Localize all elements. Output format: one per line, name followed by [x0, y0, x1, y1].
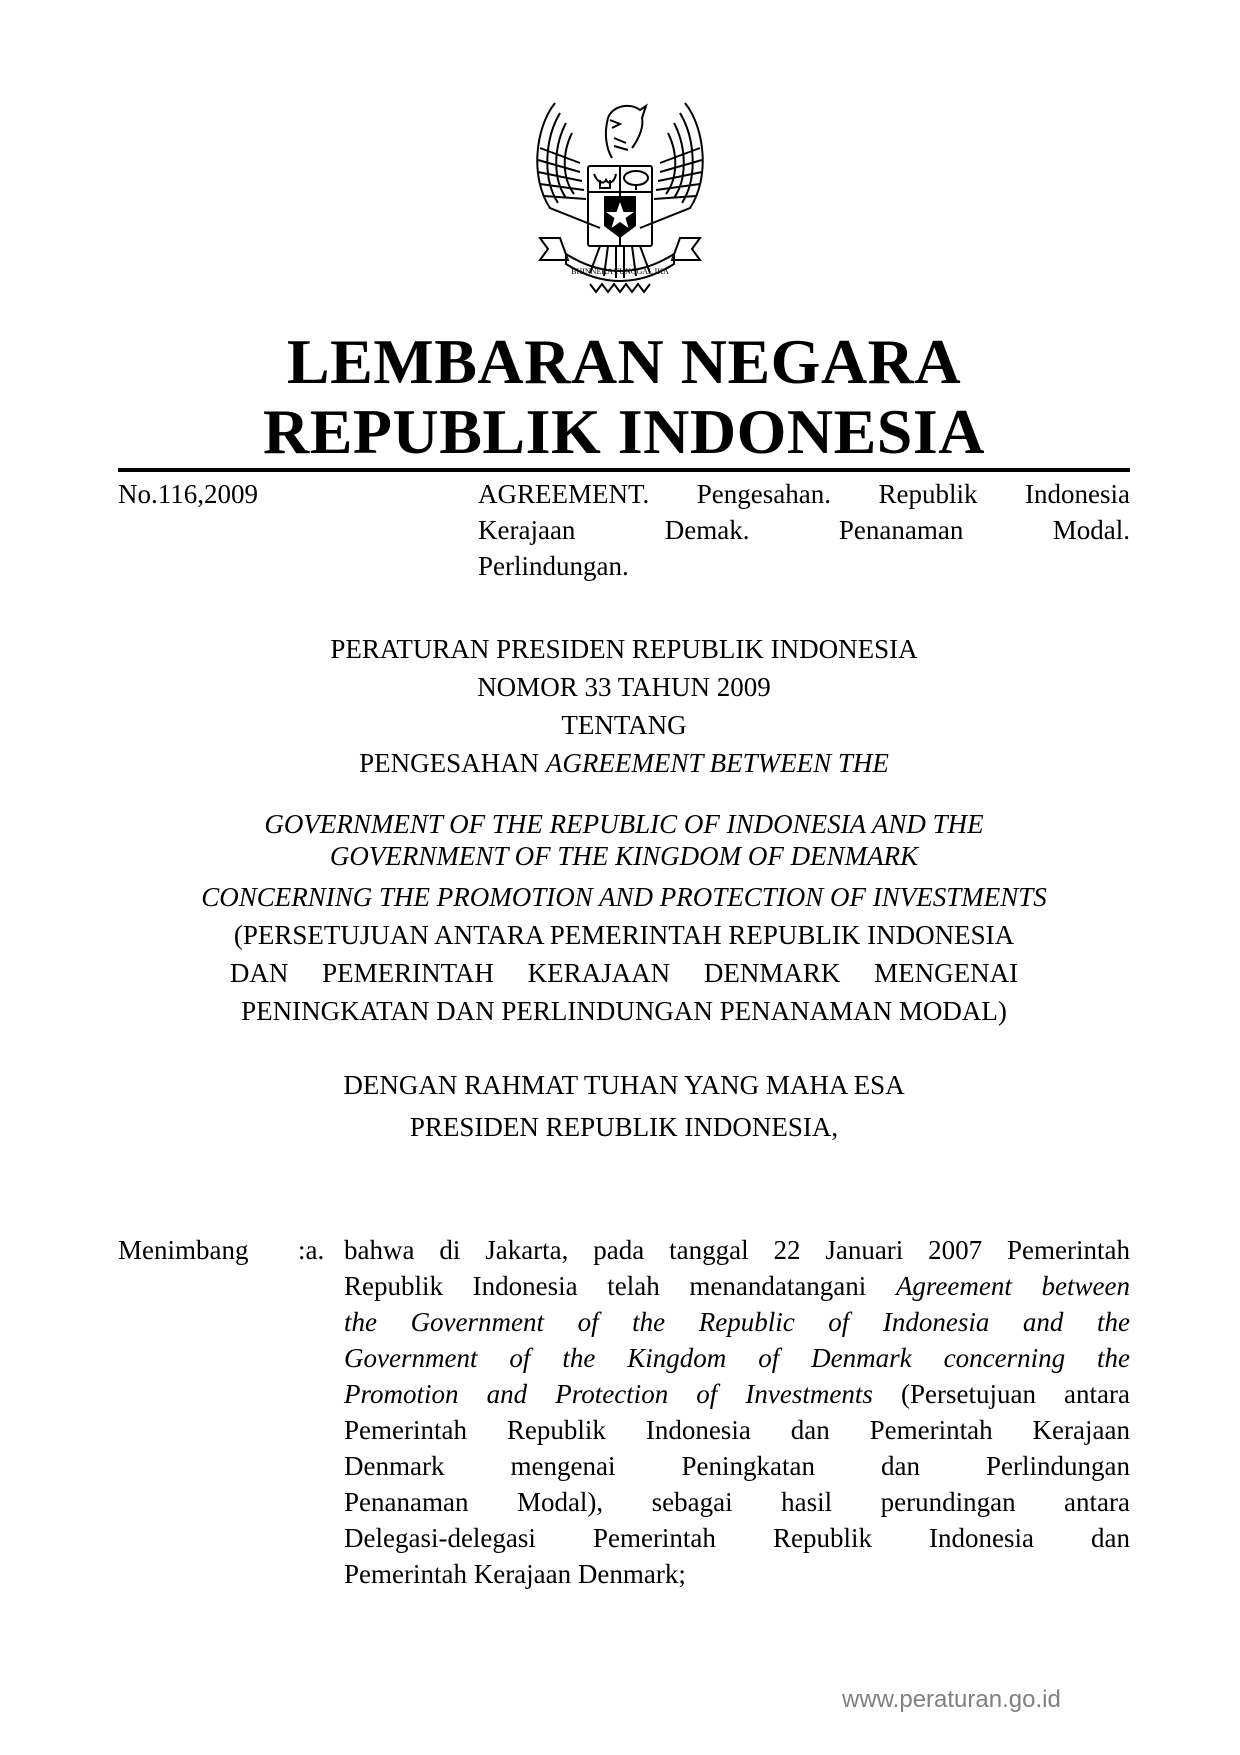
regulation-title-rest [118, 878, 1130, 1030]
regulation-title-line-2: GOVERNMENT OF THE REPUBLIC OF INDONESIA AND THE [264, 809, 984, 839]
invocation: DENGAN RAHMAT TUHAN YANG MAHA ESA [343, 1070, 905, 1100]
paragraph-line: Promotion and Protection of Investments (Persetujuan antara [344, 1379, 1130, 1409]
menimbang-paragraph [344, 1232, 1130, 1592]
gazette-subject-line: AGREEMENT. Pengesahan. Republik Indonesia [478, 479, 1130, 509]
gazette-number: No.116,2009 [118, 479, 258, 509]
regulation-translation-line-3: PENINGKATAN DAN PERLINDUNGAN PENANAMAN MODAL) [241, 996, 1007, 1026]
regulation-about: TENTANG [561, 710, 687, 740]
gazette-title-line-1: LEMBARAN NEGARA [286, 326, 962, 397]
president-line: PRESIDEN REPUBLIK INDONESIA, [409, 1112, 839, 1142]
paragraph-line: the Government of the Republic of Indonesia and the [344, 1307, 1130, 1337]
gazette-subject [478, 476, 1130, 584]
title-prefix: PENGESAHAN [359, 748, 546, 778]
paragraph-line: Penanaman Modal), sebagai hasil perundingan antara [344, 1487, 1130, 1517]
gazette-subject-line: Kerajaan Demak. Penanaman Modal. [478, 515, 1130, 545]
regulation-type: PERATURAN PRESIDEN REPUBLIK INDONESIA [330, 634, 918, 664]
paragraph-line: Republik Indonesia telah menandatangani Agreement between [344, 1271, 1130, 1301]
menimbang-item-marker: :a. [298, 1235, 325, 1265]
paragraph-line: Denmark mengenai Peningkatan dan Perlindungan [344, 1451, 1130, 1481]
garuda-emblem-icon [520, 88, 720, 298]
regulation-title-line-1 [118, 744, 1130, 782]
regulation-title-italic [118, 808, 1130, 872]
gazette-title-line-2: REPUBLIK INDONESIA [262, 396, 986, 467]
emblem-motto: BHINNEKA TUNGGAL IKA [571, 267, 669, 276]
paragraph-line: Government of the Kingdom of Denmark concerning the [344, 1343, 1130, 1373]
regulation-translation-line-2: DAN PEMERINTAH KERAJAAN DENMARK MENGENAI [229, 958, 1019, 988]
paragraph-line: Pemerintah Republik Indonesia dan Pemerintah Kerajaan [344, 1415, 1130, 1445]
regulation-heading [118, 630, 1130, 782]
paragraph-line: bahwa di Jakarta, pada tanggal 22 Januari 2007 Pemerintah [344, 1235, 1130, 1265]
regulation-title-line-3: GOVERNMENT OF THE KINGDOM OF DENMARK [329, 841, 919, 871]
regulation-translation-line-1: (PERSETUJUAN ANTARA PEMERINTAH REPUBLIK INDONESIA [233, 920, 1015, 950]
menimbang-label: Menimbang [118, 1235, 249, 1265]
regulation-number: NOMOR 33 TAHUN 2009 [477, 672, 771, 702]
regulation-title-line-4: CONCERNING THE PROMOTION AND PROTECTION OF INVESTMENTS [201, 882, 1047, 912]
gazette-subject-line: Perlindungan. [478, 551, 629, 581]
preamble-heading [118, 1064, 1130, 1148]
paragraph-line: Delegasi-delegasi Pemerintah Republik Indonesia dan [344, 1523, 1130, 1553]
title-italic: AGREEMENT BETWEEN THE [545, 748, 889, 778]
source-url-link[interactable]: www.peraturan.go.id [842, 1686, 1061, 1713]
paragraph-line: Pemerintah Kerajaan Denmark; [344, 1559, 686, 1589]
masthead-divider [118, 468, 1130, 472]
